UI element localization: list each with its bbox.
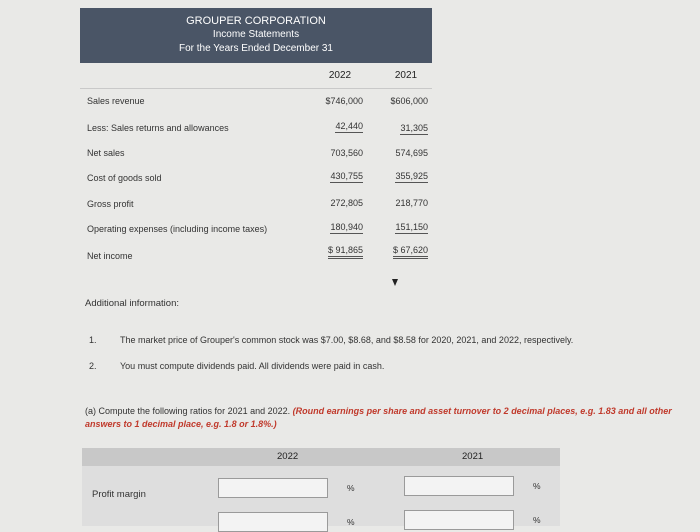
ratio-column-2022: 2022 bbox=[277, 451, 299, 462]
rounding-note: (Round earnings per share and asset turnover to 2 decimal places, e.g. 1.83 and all other answers to 1 decimal place, e.g. 1.8 or 1.8%.) bbox=[85, 406, 672, 429]
next-ratio-2021-input[interactable] bbox=[404, 510, 514, 530]
note-number-1: 1. bbox=[89, 335, 97, 345]
mouse-cursor-icon bbox=[392, 279, 398, 286]
note-number-2: 2. bbox=[89, 361, 97, 371]
value-2022-net-income: $ 91,865 bbox=[305, 245, 363, 255]
percent-sign-2022: % bbox=[347, 483, 355, 493]
value-2021-sales-returns: 31,305 bbox=[400, 123, 428, 133]
value-2022-sales-returns: 42,440 bbox=[335, 121, 363, 131]
statement-header bbox=[80, 8, 432, 63]
profit-margin-2021-input[interactable] bbox=[404, 476, 514, 496]
company-name: GROUPER CORPORATION bbox=[186, 15, 326, 27]
value-2021-operating-expenses: 151,150 bbox=[395, 222, 428, 232]
value-2022-operating-expenses: 180,940 bbox=[330, 222, 363, 232]
next-percent-sign-2021: % bbox=[533, 515, 541, 525]
row-label-operating-expenses: Operating expenses (including income taxes) bbox=[87, 224, 268, 234]
row-label-sales-returns: Less: Sales returns and allowances bbox=[87, 123, 229, 133]
header-divider bbox=[80, 88, 432, 89]
value-2022-cogs: 430,755 bbox=[330, 171, 363, 181]
row-label-sales-revenue: Sales revenue bbox=[87, 96, 145, 106]
row-label-net-sales: Net sales bbox=[87, 148, 125, 158]
value-2021-gross-profit: 218,770 bbox=[395, 198, 428, 208]
row-label-gross-profit: Gross profit bbox=[87, 199, 134, 209]
column-2022-header: 2022 bbox=[328, 70, 352, 81]
value-2022-sales-revenue: $746,000 bbox=[325, 96, 363, 106]
value-2021-cogs: 355,925 bbox=[395, 171, 428, 181]
next-ratio-2022-input[interactable] bbox=[218, 512, 328, 532]
row-label-cogs: Cost of goods sold bbox=[87, 173, 162, 183]
profit-margin-2022-input[interactable] bbox=[218, 478, 328, 498]
value-2022-net-sales: 703,560 bbox=[330, 148, 363, 158]
value-2022-gross-profit: 272,805 bbox=[330, 198, 363, 208]
percent-sign-2021: % bbox=[533, 481, 541, 491]
next-percent-sign-2022: % bbox=[347, 517, 355, 527]
statement-title: Income Statements bbox=[212, 29, 300, 40]
question-instructions bbox=[85, 405, 685, 431]
row-label-net-income: Net income bbox=[87, 251, 133, 261]
instruction-prefix: (a) Compute the following ratios for 2021 and 2022. bbox=[85, 406, 291, 416]
value-2021-net-income: $ 67,620 bbox=[375, 245, 428, 255]
ratio-column-2021: 2021 bbox=[462, 451, 484, 462]
ratio-table-header bbox=[82, 448, 560, 466]
value-2021-net-sales: 574,695 bbox=[395, 148, 428, 158]
profit-margin-label: Profit margin bbox=[92, 489, 146, 500]
column-2021-header: 2021 bbox=[394, 70, 418, 81]
note-text-1: The market price of Grouper's common stock was $7.00, $8.68, and $8.58 for 2020, 2021, and 2022, respectively. bbox=[120, 335, 574, 345]
value-2021-sales-revenue: $606,000 bbox=[390, 96, 428, 106]
note-text-2: You must compute dividends paid. All dividends were paid in cash. bbox=[120, 361, 385, 371]
additional-info-heading: Additional information: bbox=[85, 298, 179, 309]
statement-period: For the Years Ended December 31 bbox=[179, 43, 333, 54]
